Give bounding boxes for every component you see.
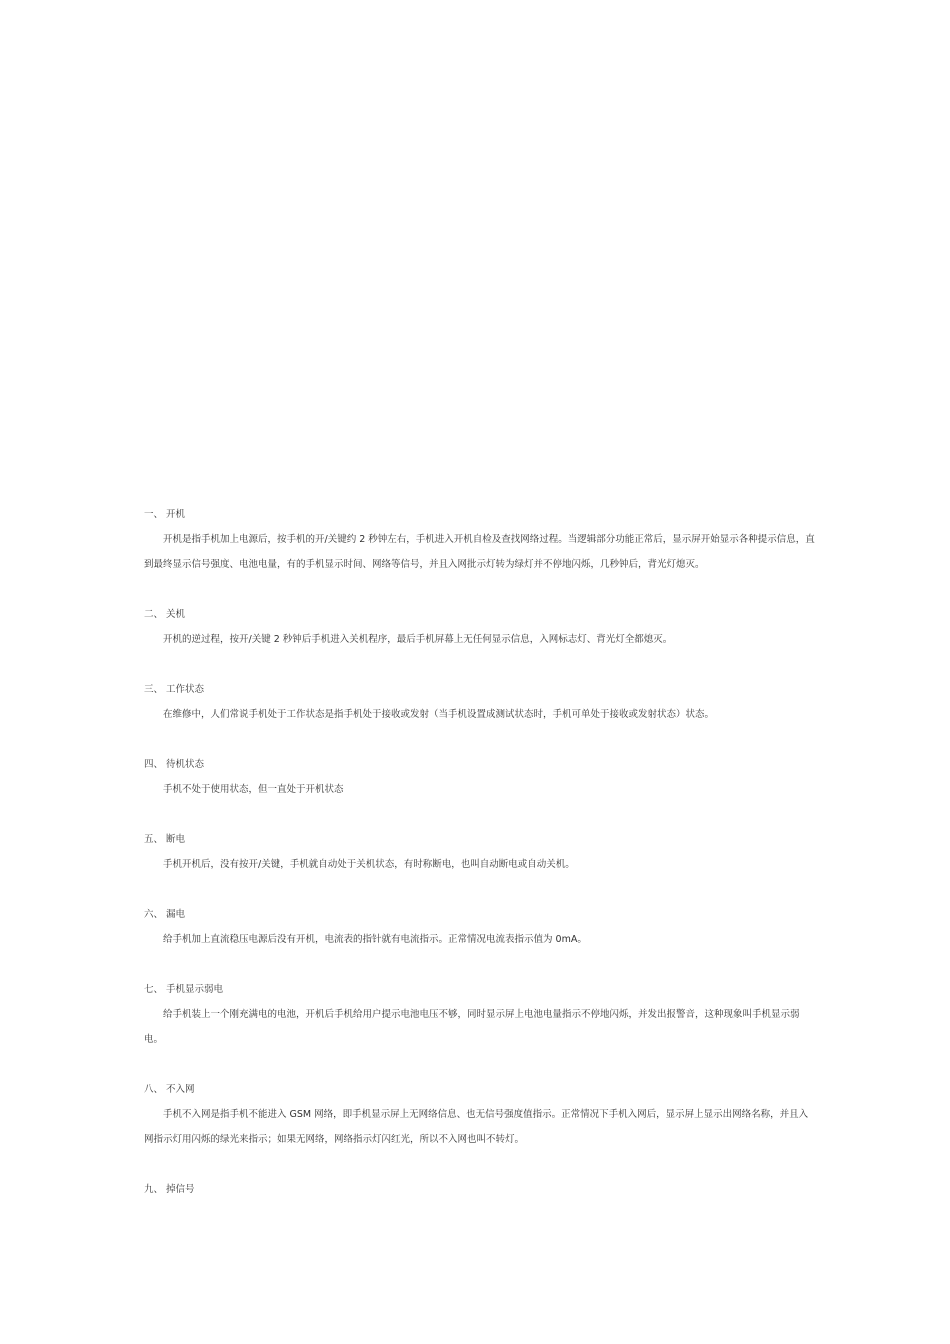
section-title: 手机显示弱电: [166, 984, 224, 995]
section-heading: [144, 752, 816, 777]
section-title: 漏电: [166, 909, 186, 920]
section-number: 六、: [144, 909, 164, 920]
section-title: 工作状态: [166, 684, 205, 695]
section-heading: [144, 677, 816, 702]
section-body: 给手机装上一个刚充满电的电池，开机后手机给用户提示电池电压不够，同时显示屏上电池电量指示不停地闪烁，并发出报警音，这种现象叫手机显示弱电。: [144, 1009, 800, 1045]
section-body: 开机的逆过程，按开/关键 2 秒钟后手机进入关机程序，最后手机屏幕上无任何显示信息，入网标志灯、背光灯全都熄灭。: [163, 634, 673, 645]
section-number: 七、: [144, 984, 164, 995]
section-body: 手机开机后，没有按开/关键，手机就自动处于关机状态，有时称断电，也叫自动断电或自动关机。: [163, 859, 575, 870]
document-content: [144, 502, 816, 1227]
section-3: [144, 677, 816, 727]
section-heading: [144, 1177, 816, 1202]
section-title: 不入网: [166, 1084, 195, 1095]
section-number: 九、: [144, 1184, 164, 1195]
section-title: 关机: [166, 609, 186, 620]
section-title: 掉信号: [166, 1184, 195, 1195]
section-2: [144, 602, 816, 652]
section-number: 二、: [144, 609, 164, 620]
section-4: [144, 752, 816, 802]
section-body: 给手机加上直流稳压电源后没有开机，电流表的指针就有电流指示。正常情况电流表指示值为 0mA。: [163, 934, 587, 945]
section-number: 五、: [144, 834, 164, 845]
section-heading: [144, 602, 816, 627]
section-number: 三、: [144, 684, 164, 695]
section-body: 在维修中，人们常说手机处于工作状态是指手机处于接收或发射（当手机设置成测试状态时，手机可单处于接收或发射状态）状态。: [163, 709, 715, 720]
section-heading: [144, 502, 816, 527]
section-title: 待机状态: [166, 759, 205, 770]
section-number: 八、: [144, 1084, 164, 1095]
section-body: 手机不入网是指手机不能进入 GSM 网络，即手机显示屏上无网络信息、也无信号强度值指示。正常情况下手机入网后，显示屏上显示出网络名称，并且入网指示灯用闪烁的绿光来指示；如果无网络，网络指示灯闪红光，所以不入网也叫不转灯。: [144, 1109, 809, 1145]
section-number: 四、: [144, 759, 164, 770]
section-title: 断电: [166, 834, 186, 845]
section-heading: [144, 1077, 816, 1102]
section-5: [144, 827, 816, 877]
section-1: [144, 502, 816, 577]
section-heading: [144, 827, 816, 852]
section-6: [144, 902, 816, 952]
section-8: [144, 1077, 816, 1152]
section-heading: [144, 977, 816, 1002]
section-number: 一、: [144, 509, 164, 520]
section-body: 开机是指手机加上电源后，按手机的开/关键约 2 秒钟左右，手机进入开机自检及查找网络过程。当逻辑部分功能正常后，显示屏开始显示各种提示信息，直到最终显示信号强度、电池电量，有的手机显示时间、网络等信号，并且入网批示灯转为绿灯并不停地闪烁，几秒钟后，背光灯熄灭。: [144, 534, 815, 570]
section-9: [144, 1177, 816, 1202]
section-title: 开机: [166, 509, 186, 520]
section-heading: [144, 902, 816, 927]
section-7: [144, 977, 816, 1052]
section-body: 手机不处于使用状态，但一直处于开机状态: [163, 784, 344, 795]
